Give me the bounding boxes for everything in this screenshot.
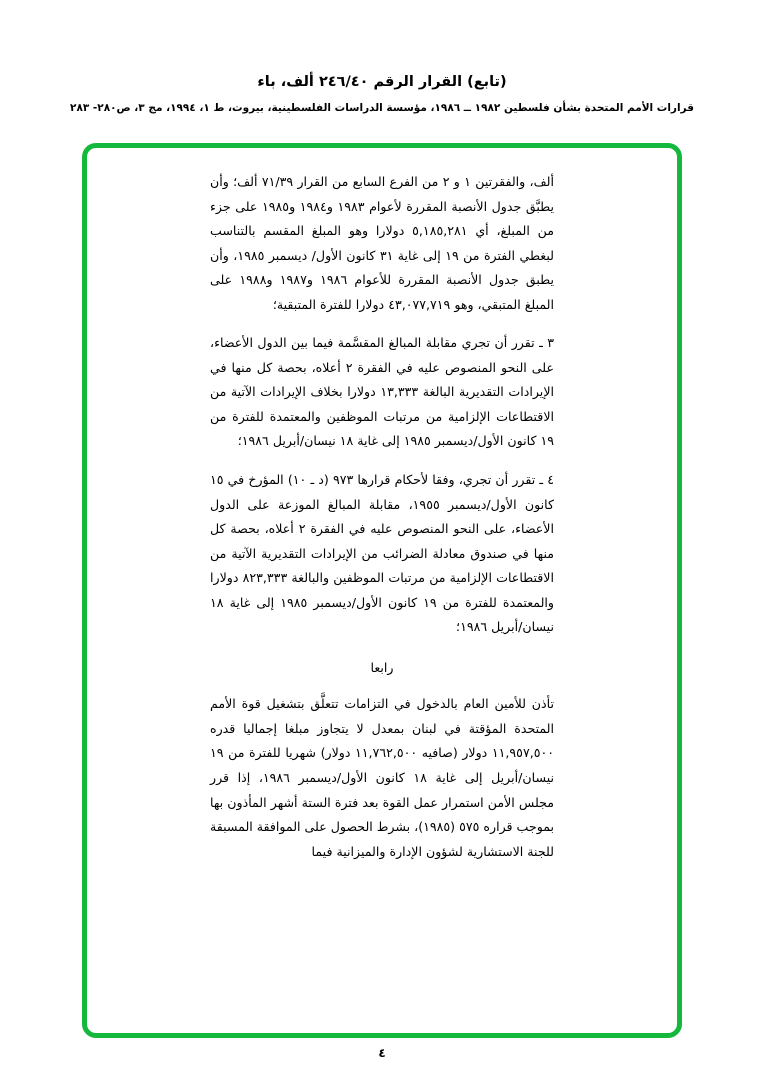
paragraph-2: ٣ ـ تقرر أن تجري مقابلة المبالغ المقسَّمة فيما بين الدول الأعضاء، على النحو المنصوص عليه في الفقرة ٢ أعلاه، بحصة كل منها في الإيرادات التقديرية البالغة ١٣,٣٣٣ دولارا بخلاف الإيرادات الآتية من الاقتطاعات الإلزامية من مرتبات الموظفين والمعتمدة للفترة من ١٩ كانون الأول/ديسمبر ١٩٨٥ إلى غاية ١٨ نيسان/أبريل ١٩٨٦؛ [210,335,554,449]
document-header [0,0,764,116]
page-subtitle: قرارات الأمم المتحدة بشأن فلسطين ١٩٨٢ ــ ١٩٨٦، مؤسسة الدراسات الفلسطينية، بيروت، ط ١، ١٩٩٤، مج ٣، ص٢٨٠- ٢٨٣ [70,102,694,115]
paragraph-closing: تأذن للأمين العام بالدخول في التزامات تتعلَّق بتشغيل قوة الأمم المتحدة المؤقتة في لبنان بمعدل لا يتجاوز مبلغا إجماليا قدره ١١,٩٥٧,٥٠٠ دولار (صافيه ١١,٧٦٢,٥٠٠ دولار) شهريا للفترة من ١٩ نيسان/أبريل إلى غاية ١٨ كانون الأول/ديسمبر ١٩٨٦، إذا قرر مجلس الأمن استمرار عمل القوة بعد فترة الستة أشهر المأذون بها بموجب قراره ٥٧٥ (١٩٨٥)، بشرط الحصول على الموافقة المسبقة للجنة الاستشارية لشؤون الإدارة والميزانية فيما [210,696,555,859]
page-title: (تابع) القرار الرقم ٢٤٦/٤٠ ألف، باء [257,74,507,90]
document-body [120,170,644,1010]
section-heading: رابعا [370,659,394,675]
page-number: ٤ [378,1046,386,1060]
paragraph-1: ألف، والفقرتين ١ و ٢ من الفرع السابع من القرار ٧١/٣٩ ألف؛ وأن يطبَّق جدول الأنصبة المقررة لأعوام ١٩٨٣ و١٩٨٤ و١٩٨٥ على جزء من المبلغ، أي ٥,١٨٥,٢٨١ دولارا وهو المبلغ المقسم بالتناسب لبغطي الفترة من ١٩ إلى غاية ٣١ كانون الأول/ ديسمبر ١٩٨٥، وأن يطبق جدول الأنصبة المقررة للأعوام ١٩٨٦ و١٩٨٧ و١٩٨٨ على المبلغ المتبقي، وهو ٤٣,٠٧٧,٧١٩ دولارا للفترة المتبقية؛ [210,174,555,312]
paragraph-3: ٤ ـ تقرر أن تجري، وفقا لأحكام قرارها ٩٧٣ (د ـ ١٠) المؤرخ في ١٥ كانون الأول/ديسمبر ١٩٥٥، مقابلة المبالغ الموزعة على الدول الأعضاء، على النحو المنصوص عليه في الفقرة ٢ أعلاه، بحصة كل منها في صندوق معادلة الضرائب من الإيرادات التقديرية الآتية من الاقتطاعات الإلزامية من مرتبات الموظفين والبالغة ٨٢٣,٣٣٣ دولارا والمعتمدة للفترة من ١٩ كانون الأول/ديسمبر ١٩٨٥ إلى غاية ١٨ نيسان/أبريل ١٩٨٦؛ [210,472,554,635]
